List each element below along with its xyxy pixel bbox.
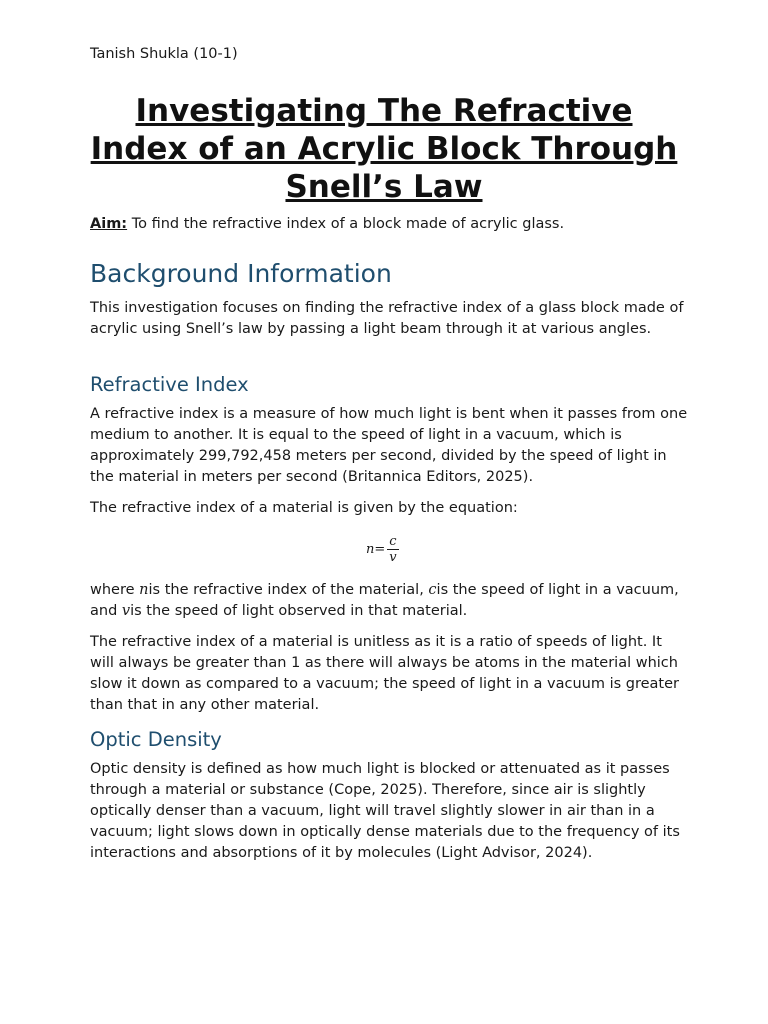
document-title: Investigating The Refractive Index of an Acrylic Block Through Snell’s Law <box>90 93 678 205</box>
equation-lhs: n <box>366 542 375 557</box>
equation-denominator: v <box>389 550 397 565</box>
refractive-index-equation <box>366 534 399 565</box>
aim-text: To find the refractive index of a block made of acrylic glass. <box>127 216 565 232</box>
aim-label: Aim: <box>90 216 128 232</box>
equation-intro: The refractive index of a material is given by the equation: <box>90 500 518 516</box>
var-v: v <box>121 603 131 619</box>
var-c: c <box>428 582 437 598</box>
equation-numerator: c <box>389 534 397 549</box>
equation-equals: = <box>374 542 386 557</box>
aim-paragraph <box>90 214 690 235</box>
optic-density-heading: Optic Density <box>90 728 222 751</box>
author-line: Tanish Shukla (10-1) <box>90 46 238 62</box>
where-text-3: is the speed of light in a vacuum, and <box>90 582 679 619</box>
refractive-index-definition: A refractive index is a measure of how much light is bent when it passes from one medium to another. It is equal to the speed of light in a vacuum, which is approximately 299,792,458 meters per second, divided by the speed of light in the material in meters per second (Britannica Editors, 2025). <box>90 406 688 485</box>
background-heading: Background Information <box>90 259 392 288</box>
background-intro: This investigation focuses on finding the refractive index of a glass block made of acrylic using Snell’s law by passing a light beam through it at various angles. <box>90 300 684 337</box>
unitless-paragraph: The refractive index of a material is unitless as it is a ratio of speeds of light. It will always be greater than 1 as there will always be atoms in the material which slow it down as compared to a vacuum; the speed of light in a vacuum is greater than that in any other material. <box>90 634 679 713</box>
where-text-4: is the speed of light observed in that material. <box>130 603 468 619</box>
var-n: n <box>139 582 149 598</box>
equation-fraction <box>387 534 398 565</box>
optic-density-paragraph: Optic density is defined as how much light is blocked or attenuated as it passes through a material or substance (Cope, 2025). Therefore, since air is slightly optically denser than a vacuum, light will travel slightly slower in air than in a vacuum; light slows down in optically dense materials due to the frequency of its interactions and absorptions of it by molecules (Light Advisor, 2024). <box>90 761 680 861</box>
where-text-1: where <box>90 582 140 598</box>
where-text-2: is the refractive index of the material, <box>148 582 429 598</box>
variable-definitions <box>90 580 690 622</box>
refractive-index-heading: Refractive Index <box>90 373 249 396</box>
